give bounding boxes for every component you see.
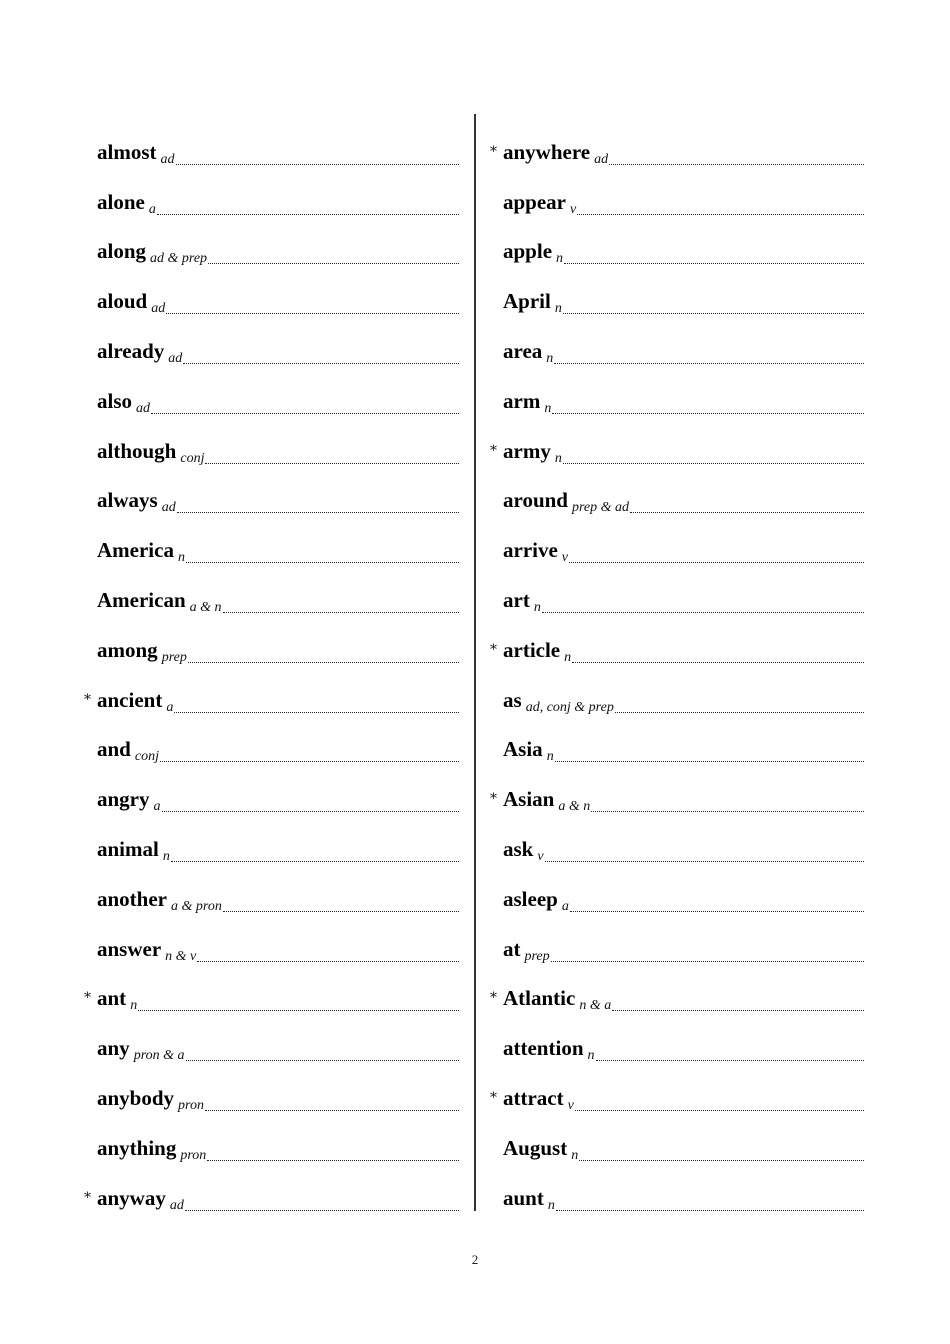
headword: also [97, 388, 133, 413]
word-entry [84, 1059, 459, 1113]
column-divider [474, 114, 476, 1211]
right-word-column [490, 113, 864, 1213]
part-of-speech: ad [160, 151, 175, 167]
headword: among [97, 637, 158, 662]
word-entry [490, 412, 864, 466]
word-entry [490, 163, 864, 217]
part-of-speech: v [561, 550, 569, 566]
word-entry [490, 213, 864, 267]
headword: answer [97, 936, 162, 961]
headword: American [97, 587, 186, 612]
headword: aloud [97, 289, 148, 314]
word-entry [84, 1109, 459, 1163]
headword: attention [503, 1036, 584, 1061]
part-of-speech: pron [178, 1097, 204, 1113]
word-entry [84, 163, 459, 217]
part-of-speech: prep [524, 948, 550, 964]
star-marker: * [490, 143, 497, 160]
word-entry [490, 561, 864, 615]
part-of-speech: conj [180, 450, 205, 466]
headword: April [503, 289, 551, 314]
headword: August [503, 1135, 568, 1160]
part-of-speech: prep & ad [571, 500, 630, 516]
headword: as [503, 687, 522, 712]
headword: alone [97, 189, 145, 214]
part-of-speech: v [567, 1097, 574, 1113]
word-entry [84, 661, 459, 715]
word-entry [84, 462, 459, 516]
headword: another [97, 886, 167, 911]
headword: and [97, 737, 131, 762]
part-of-speech: ad [151, 301, 166, 317]
part-of-speech: v [537, 848, 544, 864]
headword: arm [503, 388, 541, 413]
part-of-speech: n [130, 998, 138, 1014]
part-of-speech: n [564, 649, 572, 665]
part-of-speech: a & pron [171, 898, 222, 914]
word-entry [490, 312, 864, 366]
headword: angry [97, 787, 150, 812]
word-entry [490, 661, 864, 715]
word-entry [490, 262, 864, 317]
word-entry [84, 810, 459, 864]
headword: area [503, 338, 543, 363]
part-of-speech: n [544, 400, 552, 416]
headword: anybody [97, 1085, 175, 1110]
part-of-speech: a [148, 201, 156, 217]
word-entry [490, 810, 864, 864]
headword: always [97, 488, 158, 513]
part-of-speech: n [177, 550, 185, 566]
headword: arrive [503, 538, 558, 563]
word-entry [490, 960, 864, 1014]
star-marker: * [490, 1089, 497, 1106]
part-of-speech: ad [168, 350, 183, 366]
dotted-answer-line [556, 1210, 864, 1211]
word-entry [84, 910, 459, 964]
part-of-speech: ad [169, 1197, 184, 1213]
headword: along [97, 239, 147, 264]
headword: army [503, 438, 551, 463]
part-of-speech: n [554, 450, 562, 466]
page-number: 2 [471, 1252, 479, 1267]
word-entry [84, 362, 459, 416]
part-of-speech: a [561, 898, 569, 914]
word-entry [84, 960, 459, 1014]
headword: anyway [97, 1185, 166, 1210]
star-marker: * [84, 1189, 91, 1206]
word-entry [84, 760, 459, 815]
word-entry [490, 711, 864, 765]
part-of-speech: n [533, 599, 541, 615]
headword: almost [97, 139, 157, 164]
part-of-speech: pron & a [133, 1048, 185, 1064]
word-entry [490, 362, 864, 416]
star-marker: * [84, 691, 91, 708]
part-of-speech: a & n [558, 799, 591, 815]
part-of-speech: v [570, 201, 577, 217]
word-entry [84, 860, 459, 914]
part-of-speech: ad [594, 151, 609, 167]
part-of-speech: n & v [165, 948, 197, 964]
headword: Asian [503, 787, 555, 812]
part-of-speech: ad [136, 400, 151, 416]
headword: attract [503, 1085, 564, 1110]
word-entry [490, 910, 864, 964]
word-entry [84, 611, 459, 665]
part-of-speech: n [546, 350, 554, 366]
word-entry [490, 113, 864, 167]
part-of-speech: n [571, 1147, 579, 1163]
headword: already [97, 338, 165, 363]
part-of-speech: n & a [579, 998, 612, 1014]
part-of-speech: n [547, 1197, 555, 1213]
headword: asleep [503, 886, 558, 911]
headword: around [503, 488, 568, 513]
headword: America [97, 538, 174, 563]
part-of-speech: ad & prep [150, 251, 208, 267]
part-of-speech: ad, conj & prep [525, 699, 614, 715]
part-of-speech: n [587, 1048, 595, 1064]
star-marker: * [490, 641, 497, 658]
word-entry [84, 412, 459, 466]
part-of-speech: a [166, 699, 174, 715]
word-entry [84, 711, 459, 765]
headword: ask [503, 836, 534, 861]
headword: appear [503, 189, 566, 214]
headword: Asia [503, 737, 543, 762]
word-entry [84, 113, 459, 167]
word-entry [490, 1109, 864, 1163]
headword: although [97, 438, 177, 463]
word-entry [490, 511, 864, 566]
headword: anything [97, 1135, 177, 1160]
dotted-answer-line [185, 1210, 459, 1211]
part-of-speech: conj [134, 749, 159, 765]
word-entry [84, 511, 459, 566]
star-marker: * [84, 990, 91, 1007]
word-entry [490, 1159, 864, 1213]
headword: ancient [97, 687, 163, 712]
part-of-speech: prep [161, 649, 187, 665]
headword: aunt [503, 1185, 544, 1210]
word-entry [84, 1009, 459, 1064]
headword: article [503, 637, 561, 662]
word-entry [84, 561, 459, 615]
part-of-speech: n [556, 251, 564, 267]
left-word-column [84, 113, 459, 1213]
word-entry [490, 462, 864, 516]
headword: animal [97, 836, 159, 861]
part-of-speech: n [546, 749, 554, 765]
headword: ant [97, 986, 127, 1011]
word-entry [490, 1059, 864, 1113]
part-of-speech: n [162, 848, 170, 864]
part-of-speech: a & n [189, 599, 222, 615]
word-entry [490, 860, 864, 914]
headword: art [503, 587, 530, 612]
part-of-speech: ad [161, 500, 176, 516]
headword: any [97, 1036, 130, 1061]
word-entry [84, 262, 459, 317]
headword: at [503, 936, 521, 961]
word-entry [490, 1009, 864, 1064]
star-marker: * [490, 442, 497, 459]
star-marker: * [490, 990, 497, 1007]
word-entry [490, 760, 864, 815]
word-entry [490, 611, 864, 665]
headword: anywhere [503, 139, 591, 164]
star-marker: * [490, 791, 497, 808]
word-entry [84, 1159, 459, 1213]
part-of-speech: pron [180, 1147, 207, 1163]
word-entry [84, 312, 459, 366]
word-entry [84, 213, 459, 267]
part-of-speech: n [554, 301, 562, 317]
part-of-speech: a [153, 799, 161, 815]
headword: Atlantic [503, 986, 576, 1011]
headword: apple [503, 239, 553, 264]
